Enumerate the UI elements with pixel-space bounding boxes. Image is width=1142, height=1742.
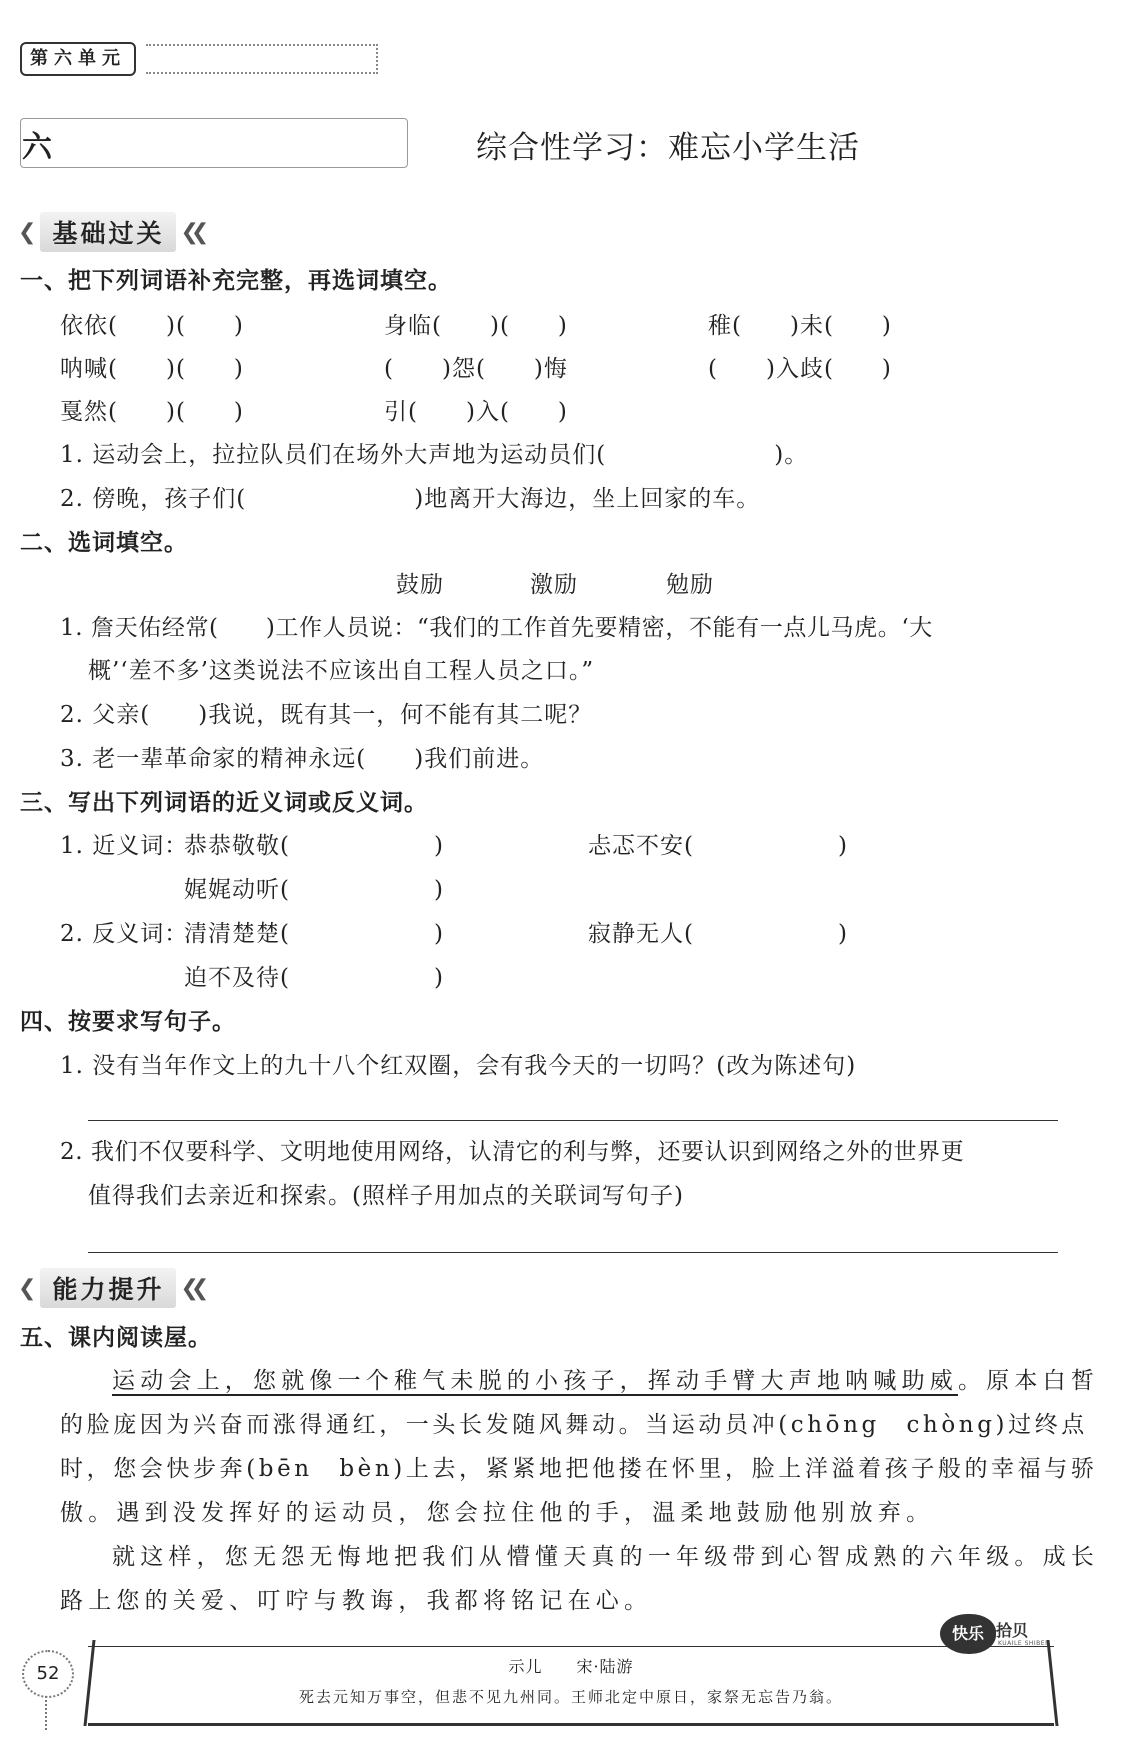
- q1-sentence-1: 1. 运动会上，拉拉队员们在场外大声地为运动员们( )。: [60, 442, 809, 468]
- q2-option: 激励: [530, 572, 578, 598]
- reading-line-6: 路上您的关爱、叮咛与教诲，我都将铭记在心。: [60, 1588, 653, 1614]
- reading-line-4: 傲。遇到没发挥好的运动员，您会拉住他的手，温柔地鼓励他别放弃。: [60, 1500, 935, 1526]
- q1-word: ( )入歧( ): [708, 356, 892, 382]
- answer-line[interactable]: [88, 1120, 1058, 1121]
- section-badge-ability: [18, 1268, 201, 1308]
- reading-line-1: [112, 1362, 1099, 1395]
- q4-sentence-2a: 2. 我们不仅要科学、文明地使用网络，认清它的利与弊，还要认识到网络之外的世界更: [60, 1139, 965, 1165]
- q4-sentence-1: 1. 没有当年作文上的九十八个红双圈，会有我今天的一切吗？(改为陈述句): [60, 1053, 857, 1079]
- q3-antonym-3: 迫不及待( ): [184, 965, 444, 991]
- q1-word: ( )怨( )悔: [384, 356, 568, 382]
- logo-text: 拾贝: [996, 1621, 1029, 1640]
- question-4-heading: 四、按要求写句子。: [20, 1009, 236, 1035]
- q1-word: 引( )入( ): [384, 399, 568, 425]
- q1-word: 戛然( )( ): [60, 399, 244, 425]
- q1-sentence-2: 2. 傍晚，孩子们( )地离开大海边，坐上回家的车。: [60, 486, 761, 512]
- reading-line-2: 的脸庞因为兴奋而涨得通红，一头长发随风舞动。当运动员冲(chōng chòng)过终点: [60, 1412, 1088, 1438]
- poem-title: 示儿 宋·陆游: [508, 1657, 634, 1676]
- brand-logo: [940, 1614, 1060, 1658]
- q2-sentence-1a: 1. 詹天佑经常( )工作人员说：“我们的工作首先要精密，不能有一点儿马虎。‘大: [60, 615, 933, 641]
- question-3-heading: 三、写出下列词语的近义词或反义词。: [20, 790, 428, 816]
- question-1-heading: 一、把下列词语补充完整，再选词填空。: [20, 268, 452, 294]
- double-chevron-icon: ❮❮: [180, 1275, 202, 1301]
- reading-text: 。原本白皙: [958, 1368, 1099, 1394]
- lesson-title: 综合性学习：难忘小学生活: [476, 130, 860, 166]
- reading-line-5: 就这样，您无怨无悔地把我们从懵懂天真的一年级带到心智成熟的六年级。成长: [112, 1544, 1099, 1570]
- logo-subtext: KUAILE SHIBEI: [998, 1640, 1048, 1647]
- q3-synonym-3: 娓娓动听( ): [184, 877, 444, 903]
- lesson-number-box: [20, 118, 408, 168]
- q3-synonym-1: 恭恭敬敬( ): [184, 833, 444, 859]
- q2-option: 鼓励: [396, 572, 444, 598]
- q1-word: 呐喊( )( ): [60, 356, 244, 382]
- q1-word: 稚( )未( ): [708, 313, 892, 339]
- underlined-sentence: 运动会上，您就像一个稚气未脱的小孩子，挥动手臂大声地呐喊助威: [112, 1368, 958, 1394]
- q2-sentence-1b: 概’‘差不多’这类说法不应该出自工程人员之口。”: [88, 658, 595, 684]
- unit-dotted-bar: [146, 44, 378, 74]
- section-label: 能力提升: [40, 1268, 176, 1308]
- double-chevron-icon: ❮❮: [180, 219, 202, 245]
- unit-tab: 第六单元: [20, 42, 136, 76]
- lesson-number: 六: [22, 130, 52, 165]
- question-2-heading: 二、选词填空。: [20, 530, 188, 556]
- section-label: 基础过关: [40, 212, 176, 252]
- q3-antonym-1: 清清楚楚( ): [184, 921, 444, 947]
- poem-text: 死去元知万事空，但悲不见九州同。王师北定中原日，家祭无忘告乃翁。: [298, 1688, 843, 1706]
- question-5-heading: 五、课内阅读屋。: [20, 1325, 212, 1351]
- chevron-left-icon: ❮: [18, 1275, 37, 1301]
- q2-sentence-2: 2. 父亲( )我说，既有其一，何不能有其二呢？: [60, 702, 593, 728]
- section-badge-basic: [18, 212, 201, 252]
- q2-sentence-3: 3. 老一辈革命家的精神永远( )我们前进。: [60, 746, 545, 772]
- page-number: 52: [22, 1650, 74, 1698]
- q1-word: 依依( )( ): [60, 313, 244, 339]
- logo-mark: 快乐: [940, 1614, 996, 1654]
- q3-antonym-2: 寂静无人( ): [588, 921, 848, 947]
- q4-sentence-2b: 值得我们去亲近和探索。(照样子用加点的关联词写句子): [88, 1183, 684, 1209]
- q2-option: 勉励: [666, 572, 714, 598]
- reading-line-3: 时，您会快步奔(bēn bèn)上去，紧紧地把他搂在怀里，脸上洋溢着孩子般的幸福与骄: [60, 1456, 1098, 1482]
- q3-synonym-label: 1. 近义词：: [60, 833, 189, 859]
- q1-word: 身临( )( ): [384, 313, 568, 339]
- q3-synonym-2: 忐忑不安( ): [588, 833, 848, 859]
- answer-line[interactable]: [88, 1252, 1058, 1253]
- chevron-left-icon: ❮: [18, 219, 37, 245]
- q3-antonym-label: 2. 反义词：: [60, 921, 189, 947]
